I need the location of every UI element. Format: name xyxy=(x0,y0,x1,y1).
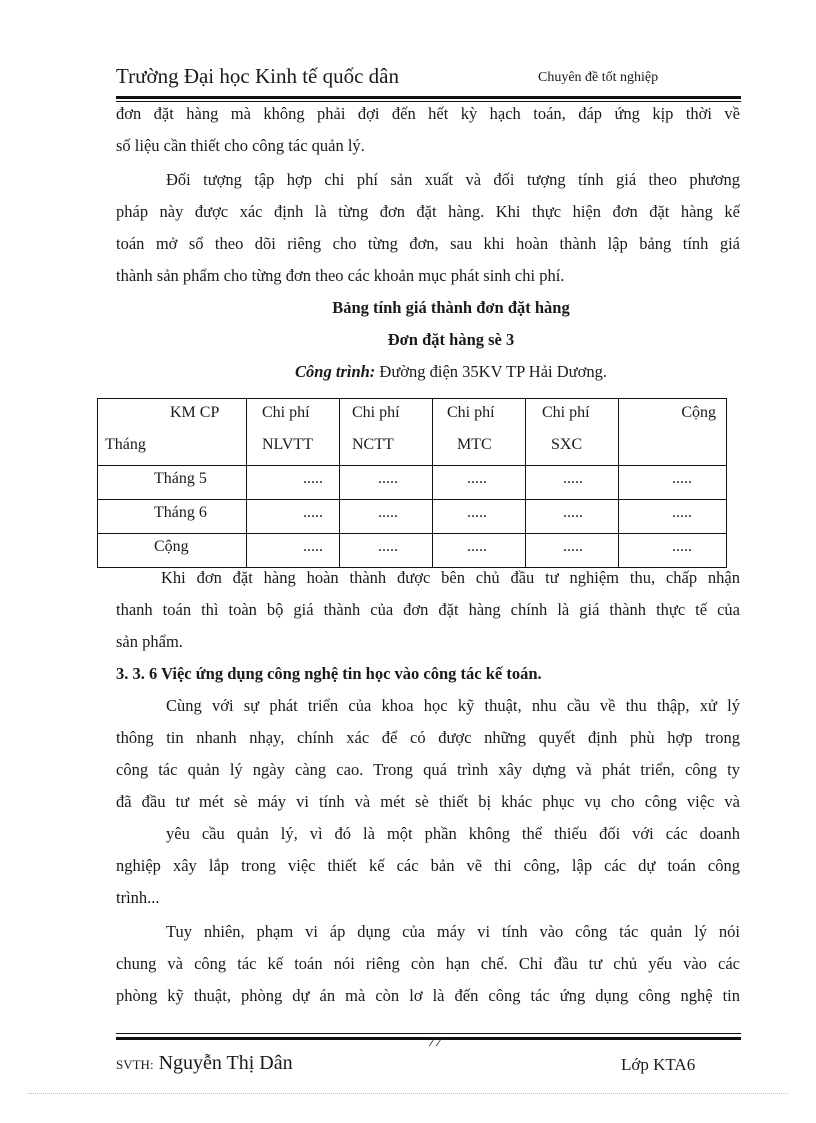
svth-label: SVTH: xyxy=(116,1057,154,1072)
table-cell xyxy=(619,500,727,534)
project-value: Đường điện 35KV TP Hải Dương. xyxy=(375,362,607,381)
cell-value: ..... xyxy=(467,504,487,521)
cell-value: ..... xyxy=(467,470,487,487)
table-cell xyxy=(247,466,340,500)
footer-student xyxy=(116,1052,293,1075)
table-row xyxy=(98,500,727,534)
page-bottom-divider xyxy=(28,1093,788,1094)
paragraph-1 xyxy=(116,98,740,162)
cell-value: ..... xyxy=(672,470,692,487)
column-header xyxy=(247,399,340,466)
table-cell xyxy=(247,500,340,534)
corner-bottom-label: Tháng xyxy=(105,436,146,453)
paragraph-line: đơn đặt hàng mà không phải đợi đến hết kỳ hạch toán, đáp ứng kịp thời về xyxy=(116,104,740,123)
cell-value: ..... xyxy=(303,470,323,487)
paragraph-line: thông tin nhanh nhạy, chính xác để có được những quyết định phù hợp trong xyxy=(116,728,740,747)
page-number: 77 xyxy=(428,1035,442,1050)
table-title: Bảng tính giá thành đơn đặt hàng xyxy=(332,298,570,317)
table-cell xyxy=(526,466,619,500)
project-line xyxy=(116,362,786,382)
column-header xyxy=(433,399,526,466)
cell-value: ..... xyxy=(378,504,398,521)
total-column-header xyxy=(619,399,727,466)
paragraph-line: đã đầu tư mét sè máy vi tính và mét sè thiết bị khác phục vụ cho công việc và xyxy=(116,792,740,811)
table-cell xyxy=(433,500,526,534)
paragraph-line: thanh toán thì toàn bộ giá thành của đơn đặt hàng chính là giá thành thực tế của xyxy=(116,600,740,619)
section-heading: 3. 3. 6 Việc ứng dụng công nghệ tin học vào công tác kế toán. xyxy=(116,664,542,683)
footer-rule-thin xyxy=(116,1033,741,1034)
total-header-label: Cộng xyxy=(681,404,716,421)
row-label: Tháng 5 xyxy=(154,470,207,487)
paragraph-line: toán mở sổ theo dõi riêng cho từng đơn, sau khi hoàn thành lập bảng tính giá xyxy=(116,234,740,253)
cell-value: ..... xyxy=(563,538,583,555)
row-label: Cộng xyxy=(154,538,189,555)
corner-top-label: KM CP xyxy=(170,404,220,421)
row-label-cell xyxy=(98,500,247,534)
paragraph-line: trình... xyxy=(116,888,160,907)
paragraph-line: phòng kỹ thuật, phòng dự án mà còn lơ là đến công tác ứng dụng công nghệ tin xyxy=(116,986,740,1005)
cell-value: ..... xyxy=(563,504,583,521)
student-name: Nguyễn Thị Dân xyxy=(153,1052,293,1074)
column-header-line1: Chi phí xyxy=(542,404,590,421)
header-doc-type: Chuyên đề tốt nghiệp xyxy=(538,70,659,85)
paragraph-line: công tác quản lý ngày càng cao. Trong quá trình xây dựng và phát triển, công ty xyxy=(116,760,740,779)
paragraph-line: yêu cầu quản lý, vì đó là một phần không thể thiếu đối với các doanh xyxy=(166,824,740,843)
cost-table xyxy=(97,398,727,568)
table-corner-cell xyxy=(98,399,247,466)
paragraph-3 xyxy=(116,562,740,658)
footer-class: Lớp KTA6 xyxy=(621,1055,696,1074)
table-cell xyxy=(619,466,727,500)
table-cell xyxy=(433,466,526,500)
cell-value: ..... xyxy=(378,538,398,555)
cell-value: ..... xyxy=(563,470,583,487)
row-label-cell xyxy=(98,466,247,500)
paragraph-line: số liệu cần thiết cho công tác quản lý. xyxy=(116,136,365,155)
paragraph-line: nghiệp xây lắp trong việc thiết kế các bản vẽ thi công, lập các dự toán công xyxy=(116,856,740,875)
paragraph-line: Tuy nhiên, phạm vi áp dụng của máy vi tính vào công tác quản lý nói xyxy=(166,922,740,941)
paragraph-line: thành sản phẩm cho từng đơn theo các khoản mục phát sinh chi phí. xyxy=(116,266,565,285)
table-row xyxy=(98,466,727,500)
column-header-line2: SXC xyxy=(551,436,583,453)
paragraph-4 xyxy=(116,690,740,914)
column-header-line1: Chi phí xyxy=(262,404,310,421)
cell-value: ..... xyxy=(672,504,692,521)
column-header-line2: NCTT xyxy=(352,436,394,453)
paragraph-line: chung và công tác kế toán nói riêng còn hạn chế. Chỉ đầu tư chủ yếu vào các xyxy=(116,954,740,973)
table-cell xyxy=(340,500,433,534)
column-header-line2: MTC xyxy=(457,436,492,453)
table-subtitle: Đơn đặt hàng sè 3 xyxy=(387,330,515,349)
cell-value: ..... xyxy=(378,470,398,487)
project-label: Công trình: xyxy=(295,362,376,381)
cell-value: ..... xyxy=(303,504,323,521)
table-header-row xyxy=(98,399,727,466)
column-header-line2: NLVTT xyxy=(262,436,313,453)
paragraph-line: pháp này được xác định là từng đơn đặt hàng. Khi thực hiện đơn đặt hàng kế xyxy=(116,202,740,221)
table-cell xyxy=(526,500,619,534)
column-header-line1: Chi phí xyxy=(352,404,400,421)
column-header xyxy=(526,399,619,466)
header-university: Trường Đại học Kinh tế quốc dân xyxy=(116,64,400,88)
table-cell xyxy=(340,466,433,500)
paragraph-line: Khi đơn đặt hàng hoàn thành được bên chủ đầu tư nghiệm thu, chấp nhận xyxy=(161,568,740,587)
column-header-line1: Chi phí xyxy=(447,404,495,421)
cell-value: ..... xyxy=(303,538,323,555)
row-label: Tháng 6 xyxy=(154,504,207,521)
cell-value: ..... xyxy=(467,538,487,555)
cell-value: ..... xyxy=(672,538,692,555)
paragraph-5 xyxy=(116,916,740,1012)
column-header xyxy=(340,399,433,466)
paragraph-line: sản phẩm. xyxy=(116,632,183,651)
paragraph-line: Cùng với sự phát triển của khoa học kỹ thuật, nhu cầu về thu thập, xử lý xyxy=(166,696,740,715)
paragraph-2 xyxy=(116,164,740,292)
paragraph-line: Đối tượng tập hợp chi phí sản xuất và đối tượng tính giá theo phương xyxy=(166,170,740,189)
